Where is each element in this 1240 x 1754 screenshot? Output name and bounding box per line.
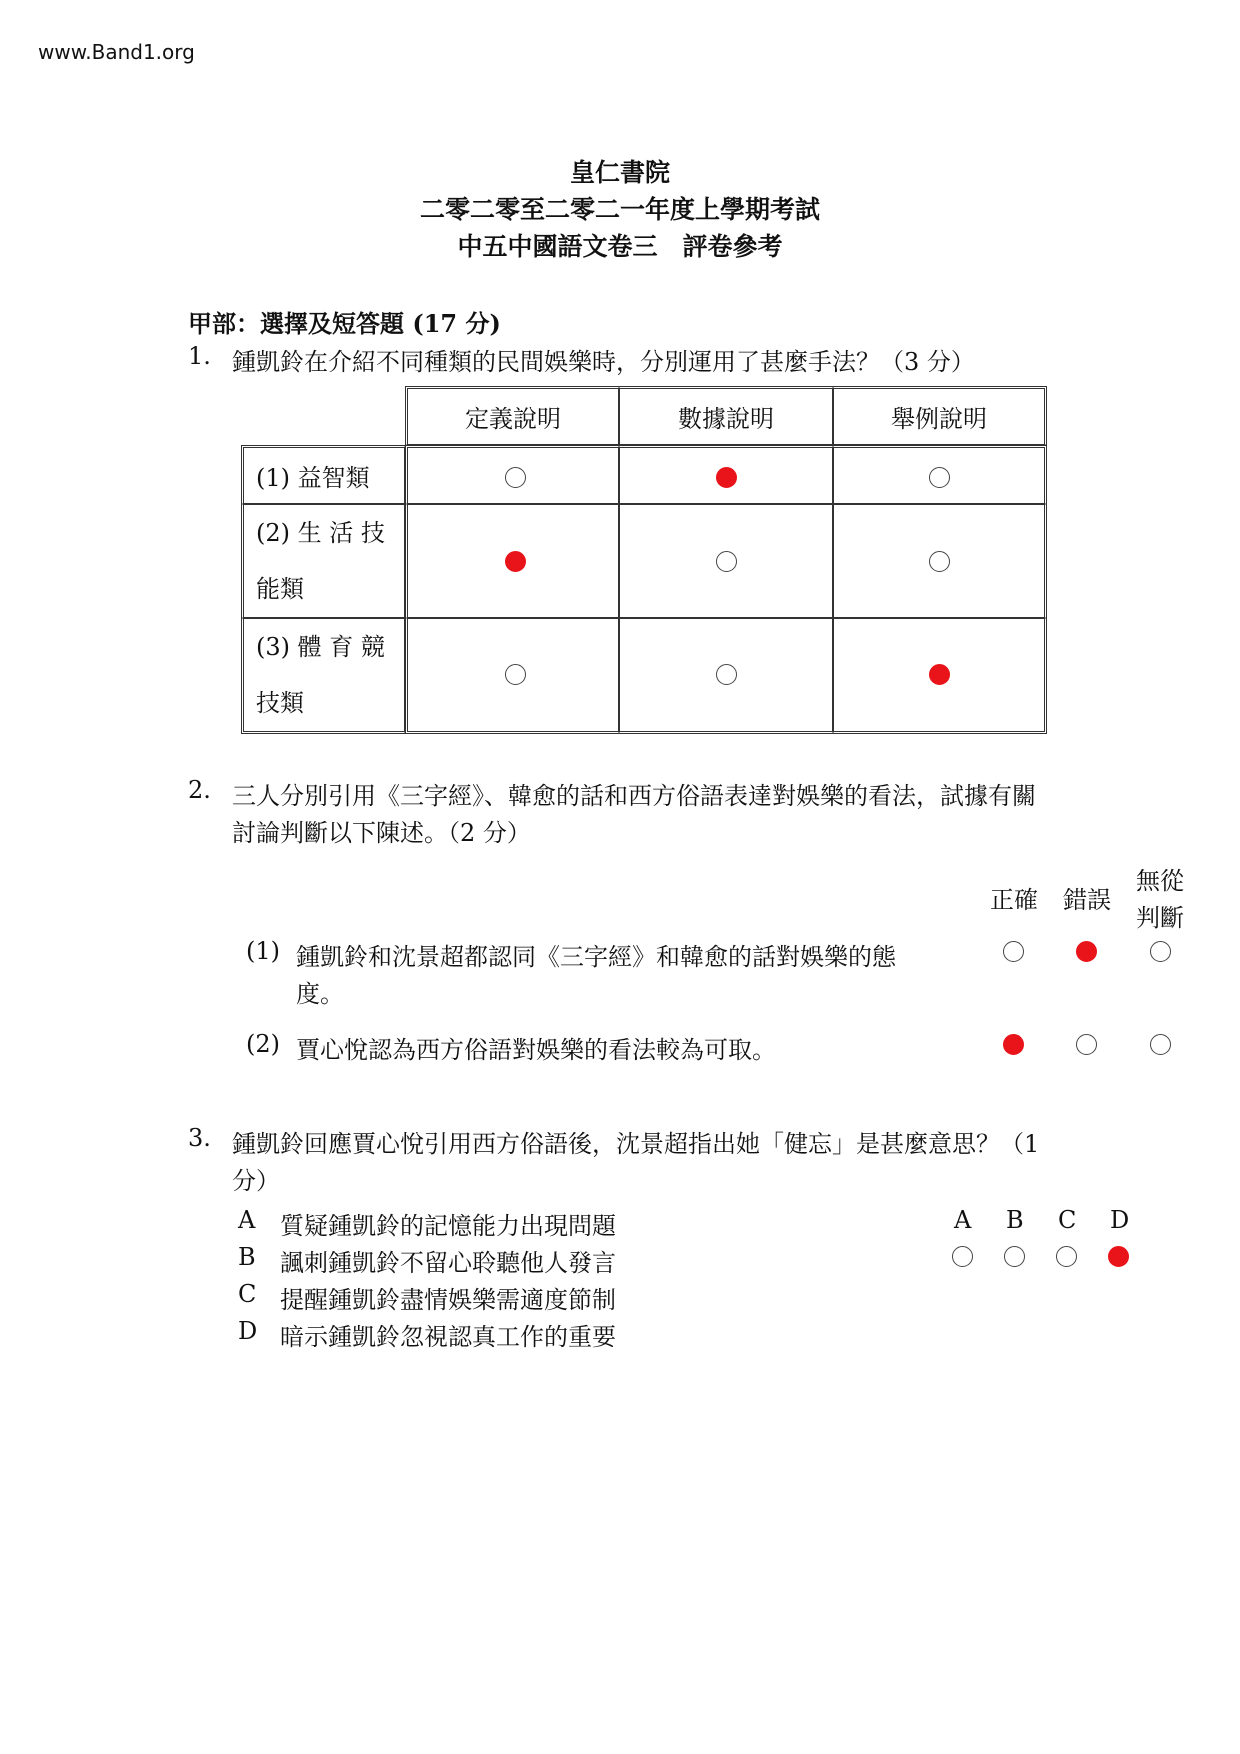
paper-title: 中五中國語文卷三 評卷參考 xyxy=(457,232,783,261)
q1-table xyxy=(241,386,1047,734)
q3-radio[interactable] xyxy=(952,1246,973,1267)
q1-cell xyxy=(833,504,1047,618)
q1-row-label: (3) 體 育 競 技類 xyxy=(241,618,405,734)
exam-title: 二零二零至二零二一年度上學期考試 xyxy=(419,195,820,224)
q1-radio[interactable] xyxy=(929,551,950,572)
q1-col-header: 舉例說明 xyxy=(833,386,1047,445)
q2-text-line1: 三人分別引用《三字經》、韓愈的話和西方俗語表達對娛樂的看法，試據有關 xyxy=(232,782,1036,810)
q1-cell xyxy=(833,618,1047,734)
q3-choice-letter: D xyxy=(238,1317,258,1345)
q1-cell xyxy=(833,445,1047,504)
q3-answer-letter: A xyxy=(954,1206,972,1234)
q2-radio[interactable] xyxy=(1003,941,1024,962)
q3-answer-letter: D xyxy=(1110,1206,1130,1234)
q3-radio[interactable] xyxy=(1108,1246,1129,1267)
q1-row xyxy=(241,445,1047,504)
q3-radio[interactable] xyxy=(1056,1246,1077,1267)
q3-choice-letter: B xyxy=(238,1243,256,1271)
q1-cell xyxy=(619,504,833,618)
q3-choice-text: 提醒鍾凱鈴盡情娛樂需適度節制 xyxy=(280,1286,616,1314)
q2-item-text: 賈心悅認為西方俗語對娛樂的看法較為可取。 xyxy=(296,1036,776,1064)
q1-radio[interactable] xyxy=(929,664,950,685)
q3-choice-text: 質疑鍾凱鈴的記憶能力出現問題 xyxy=(280,1212,616,1240)
q1-row xyxy=(241,618,1047,734)
q2-item-number: (2) xyxy=(246,1030,280,1058)
q2-radio[interactable] xyxy=(1003,1034,1024,1055)
q1-cell xyxy=(405,618,619,734)
q1-radio[interactable] xyxy=(505,551,526,572)
q2-option-correct: 正確 xyxy=(990,886,1038,914)
school-title: 皇仁書院 xyxy=(569,158,670,187)
q2-item-text: 鍾凱鈴和沈景超都認同《三字經》和韓愈的話對娛樂的態 xyxy=(296,943,896,971)
q3-choice-text: 暗示鍾凱鈴忽視認真工作的重要 xyxy=(280,1323,616,1351)
q3-choice-letter: C xyxy=(238,1280,257,1308)
q3-radio[interactable] xyxy=(1004,1246,1025,1267)
q3-choice-letter: A xyxy=(238,1206,256,1234)
q1-radio[interactable] xyxy=(505,467,526,488)
q1-row-label: (1) 益智類 xyxy=(241,445,405,504)
q1-cell xyxy=(619,618,833,734)
q1-cell xyxy=(619,445,833,504)
q1-text: 鍾凱鈴在介紹不同種類的民間娛樂時，分別運用了甚麼手法？（3 分） xyxy=(232,348,975,376)
q2-radio[interactable] xyxy=(1150,1034,1171,1055)
site-url: www.Band1.org xyxy=(38,40,195,64)
q1-cell xyxy=(405,504,619,618)
q2-item-number: (1) xyxy=(246,937,280,965)
q1-cell xyxy=(405,445,619,504)
q2-option-wrong: 錯誤 xyxy=(1063,886,1111,914)
q1-row-label: (2) 生 活 技 能類 xyxy=(241,504,405,618)
q3-number: 3. xyxy=(188,1124,211,1152)
q3-answer-letter: B xyxy=(1006,1206,1024,1234)
q3-answer-letter: C xyxy=(1058,1206,1077,1234)
q1-radio[interactable] xyxy=(716,664,737,685)
q1-number: 1. xyxy=(188,342,211,370)
q2-text-line2: 討論判斷以下陳述。（2 分） xyxy=(232,819,531,847)
q2-option-unknown: 無從 xyxy=(1136,867,1184,895)
q1-radio[interactable] xyxy=(716,467,737,488)
q2-radio[interactable] xyxy=(1076,1034,1097,1055)
q3-choice-text: 諷刺鍾凱鈴不留心聆聽他人發言 xyxy=(280,1249,616,1277)
q2-radio[interactable] xyxy=(1150,941,1171,962)
q1-radio[interactable] xyxy=(929,467,950,488)
q3-text-line1: 鍾凱鈴回應賈心悅引用西方俗語後，沈景超指出她「健忘」是甚麼意思？（1 xyxy=(232,1130,1040,1158)
q2-number: 2. xyxy=(188,776,211,804)
section-heading: 甲部：選擇及短答題 (17 分) xyxy=(188,309,501,338)
q3-text-line2: 分） xyxy=(232,1167,280,1195)
q1-radio[interactable] xyxy=(716,551,737,572)
q2-item-text: 度。 xyxy=(296,980,344,1008)
q2-radio[interactable] xyxy=(1076,941,1097,962)
q1-radio[interactable] xyxy=(505,664,526,685)
q1-col-header: 數據說明 xyxy=(619,386,833,445)
q1-col-header: 定義說明 xyxy=(405,386,619,445)
q1-row xyxy=(241,504,1047,618)
q2-option-unknown: 判斷 xyxy=(1136,904,1184,932)
